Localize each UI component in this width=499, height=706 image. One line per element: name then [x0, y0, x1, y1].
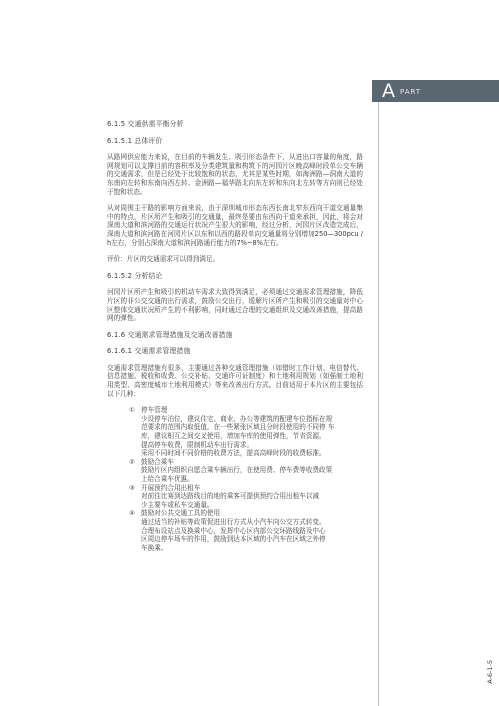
- body-paragraph: 河园片区所产生和吸引的机动车需求大致得到满足，必须通过交通需求管理措施，降低片区的非公交交通的出行需求，鼓励公交出行，缓解片区所产生和吸引的交通量对中心区整体交通状况所产生的不利影响，同时通过合理的交通组织及交通改善措施，提高路网的弹性。: [107, 288, 363, 323]
- item-line: 上给合乘车优惠。: [141, 475, 194, 483]
- subsection-heading: 6.1.6.1 交通需求管理措施: [107, 347, 191, 356]
- item-line: 通过适当的补贴等政策促进出行方式从小汽车向公交方式转变。: [141, 517, 326, 526]
- item-number: ②: [129, 457, 135, 466]
- section-heading: 6.1.5 交通供需平衡分析: [107, 120, 184, 128]
- item-line: 鼓励片区内组织自愿合乘车辆出行，在使用费、停车费等收费政策: [141, 466, 333, 475]
- item-line: 提高停车收费，限制机动车出行需求。: [141, 440, 254, 449]
- list-item: [129, 484, 363, 510]
- margin-divider: [378, 102, 379, 706]
- item-line: 库，建议相互之间交叉使用，增加车库的使用弹性，节省资源。: [141, 432, 326, 441]
- list-item: [129, 509, 363, 552]
- subsection-heading: 6.1.5.2 分析结论: [107, 271, 163, 280]
- item-line: 少设停车泊位，建议住宅、商业、办公等建筑的配建车位指标在规: [141, 414, 333, 423]
- list-item: [129, 406, 363, 458]
- list-item: [129, 458, 363, 484]
- item-line: 车换乘。: [141, 543, 168, 552]
- evaluation-paragraph: 评价：片区的交通需求可以得到满足。: [107, 255, 220, 264]
- item-line: 合理布设站点及换乘中心，发挥中心区内部公交环路线路及中心: [141, 526, 326, 535]
- body-paragraph: 交通需求管理措施有很多，主要通过各种交通管理措施（如错时工作计划、电信替代、信息措施、税收和收费、公交补贴、交通许可证制度）和土地利用规划（如强制土地利用类型、高密度城市土地利用模式）等来改善出行方式。目前适用于本片区的主要包括以下几种：: [107, 363, 363, 398]
- item-title: 鼓励对公共交通工具的使用: [141, 509, 221, 518]
- item-title: 停车管理: [141, 406, 168, 415]
- item-line: 范要求的范围内取低值，在一些紧张区域且分时段使用的不同停 车: [141, 423, 335, 432]
- part-label: PART: [400, 88, 422, 96]
- section-heading: 6.1.6 交通需求管理措施及交通改善措施: [107, 330, 233, 339]
- item-number: ③: [129, 483, 135, 492]
- body-paragraph: 从路网供应能力来说，在目前的车辆发生、吸引形态条件下，从进出口容量的角度，路网规划可以支撑目前的容积率及分类建筑量和构筑下的河园片区晚高峰时段单公交车辆的交通需求，但是已经处于比较饱和的状态，尤其是某些时期，如海洲路—洞南大道的东南向左转和东南向西左转、金洲路—福华路北向东左转和东向北左转等方向则已经处于饱和状态。: [107, 153, 363, 196]
- item-line: 区周边停车场车的作用，鼓励到达本区域的小汽车在区域之外停: [141, 535, 326, 544]
- measures-list: [129, 406, 363, 552]
- part-tab: [372, 80, 499, 102]
- item-line: 少主要车或私车交通量。: [141, 500, 214, 509]
- item-title: 鼓励合乘车: [141, 457, 174, 466]
- item-number: ①: [129, 406, 135, 415]
- item-title: 开展预约合用出租车: [141, 483, 201, 492]
- item-line: 采用不同时间不同价格的收费方法，提高高峰时段的收费标准。: [141, 449, 326, 458]
- subsection-heading: 6.1.5.1 总体评价: [107, 136, 163, 145]
- body-paragraph: 从对周围主干路的影响方面来说，由于深圳城市形态东西长南北窄东西向干道交通量集中的特点，片区所产生和吸引的交通量，最终是要由东西向干道来承担，因此，将会对深南大道和滨河路的交通运行状况产生很大的影响，经过分析，河园片区改造完成后，深南大道和滨河路在河园片区以东和以西的路段单向交通量将分别增加250—300pcu / h左右，分别占深南大道和滨河路通行能力的7%~8%左右。: [107, 204, 363, 247]
- part-letter: A: [382, 80, 395, 102]
- item-number: ④: [129, 509, 135, 518]
- item-line: 对前往比赛到达路线目的地的乘客可提供预约合用出租车以减: [141, 492, 320, 501]
- document-body: [107, 120, 363, 552]
- page-number: A-6-1-5: [486, 660, 494, 684]
